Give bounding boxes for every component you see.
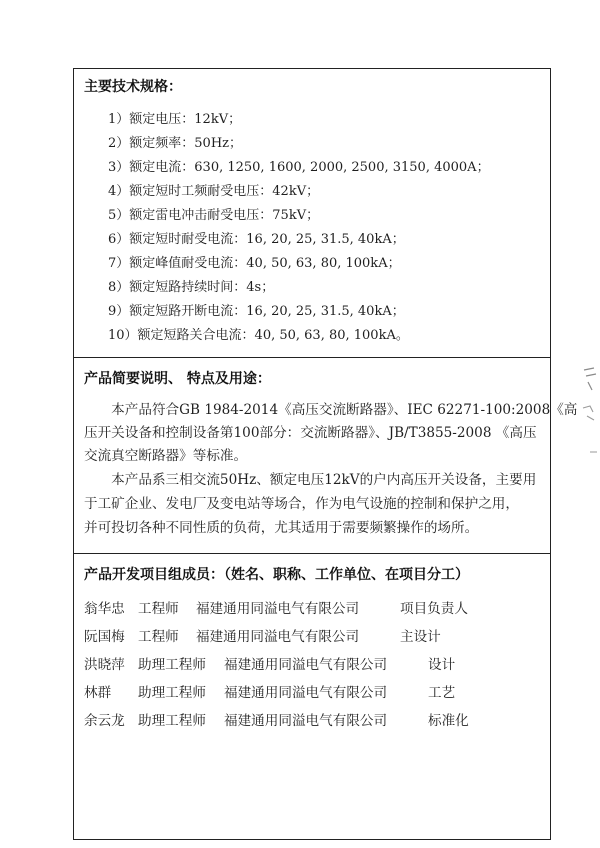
spec-item: 4）额定短时工频耐受电压：42kV； bbox=[108, 184, 320, 199]
spec-item: 6）额定短时耐受电流：16, 20, 25, 31.5, 40kA； bbox=[108, 232, 405, 247]
member-role: 主设计 bbox=[400, 629, 441, 645]
description-heading: 产品简要说明、 特点及用途： bbox=[84, 371, 271, 387]
spec-item: 3）额定电流：630, 1250, 1600, 2000, 2500, 3150, 4000A； bbox=[108, 160, 490, 175]
member-title: 助理工程师 bbox=[138, 657, 206, 673]
description-text-line: 交流真空断路器》等标准。 bbox=[84, 448, 248, 464]
team-heading: 产品开发项目组成员：（姓名、职称、工作单位、在项目分工） bbox=[84, 567, 469, 583]
description-text-line: 压开关设备和控制设备第100部分：交流断路器》、JB/T3855-2008 《高压 bbox=[84, 425, 537, 441]
description-text-line: 并可投切各种不同性质的负荷，尤其适用于需要频繁操作的场所。 bbox=[84, 520, 479, 536]
scan-margin-mark bbox=[578, 360, 600, 480]
member-role: 工艺 bbox=[428, 685, 456, 701]
member-title: 助理工程师 bbox=[138, 685, 206, 701]
section-divider-1 bbox=[73, 357, 551, 358]
spec-item: 7）额定峰值耐受电流：40, 50, 63, 80, 100kA； bbox=[108, 256, 401, 271]
description-text-line: 于工矿企业、发电厂及变电站等场合，作为电气设施的控制和保护之用， bbox=[84, 496, 519, 512]
spec-item: 10）额定短路关合电流：40, 50, 63, 80, 100kA。 bbox=[108, 328, 409, 343]
team-member-row bbox=[84, 681, 544, 701]
description-text-line: 本产品系三相交流50Hz、额定电压12kV的户内高压开关设备，主要用 bbox=[84, 472, 537, 488]
member-name: 林群 bbox=[84, 685, 112, 701]
member-company: 福建通用同溢电气有限公司 bbox=[224, 685, 388, 701]
member-company: 福建通用同溢电气有限公司 bbox=[224, 713, 388, 729]
team-member-row bbox=[84, 653, 544, 673]
member-name: 余云龙 bbox=[84, 713, 125, 729]
member-title: 工程师 bbox=[138, 601, 179, 617]
description-text-line: 本产品符合GB 1984-2014《高压交流断路器》、IEC 62271-100:2008《高 bbox=[84, 402, 578, 418]
spec-item: 1）额定电压：12kV； bbox=[108, 112, 242, 127]
member-name: 翁华忠 bbox=[84, 601, 125, 617]
member-name: 阮国梅 bbox=[84, 629, 125, 645]
member-name: 洪晓萍 bbox=[84, 657, 125, 673]
spec-item: 9）额定短路开断电流：16, 20, 25, 31.5, 40kA； bbox=[108, 304, 405, 319]
spec-item: 2）额定频率：50Hz； bbox=[108, 136, 242, 151]
member-role: 项目负责人 bbox=[400, 601, 468, 617]
specs-heading: 主要技术规格： bbox=[84, 79, 182, 95]
spec-item: 5）额定雷电冲击耐受电压：75kV； bbox=[108, 208, 320, 223]
team-member-row bbox=[84, 709, 544, 729]
team-member-row bbox=[84, 625, 544, 645]
member-role: 标准化 bbox=[428, 713, 469, 729]
member-title: 助理工程师 bbox=[138, 713, 206, 729]
team-member-row bbox=[84, 597, 544, 617]
section-divider-2 bbox=[73, 553, 551, 554]
member-company: 福建通用同溢电气有限公司 bbox=[196, 601, 360, 617]
member-role: 设计 bbox=[428, 657, 456, 673]
member-title: 工程师 bbox=[138, 629, 179, 645]
member-company: 福建通用同溢电气有限公司 bbox=[196, 629, 360, 645]
spec-item: 8）额定短路持续时间：4s； bbox=[108, 280, 275, 295]
member-company: 福建通用同溢电气有限公司 bbox=[224, 657, 388, 673]
